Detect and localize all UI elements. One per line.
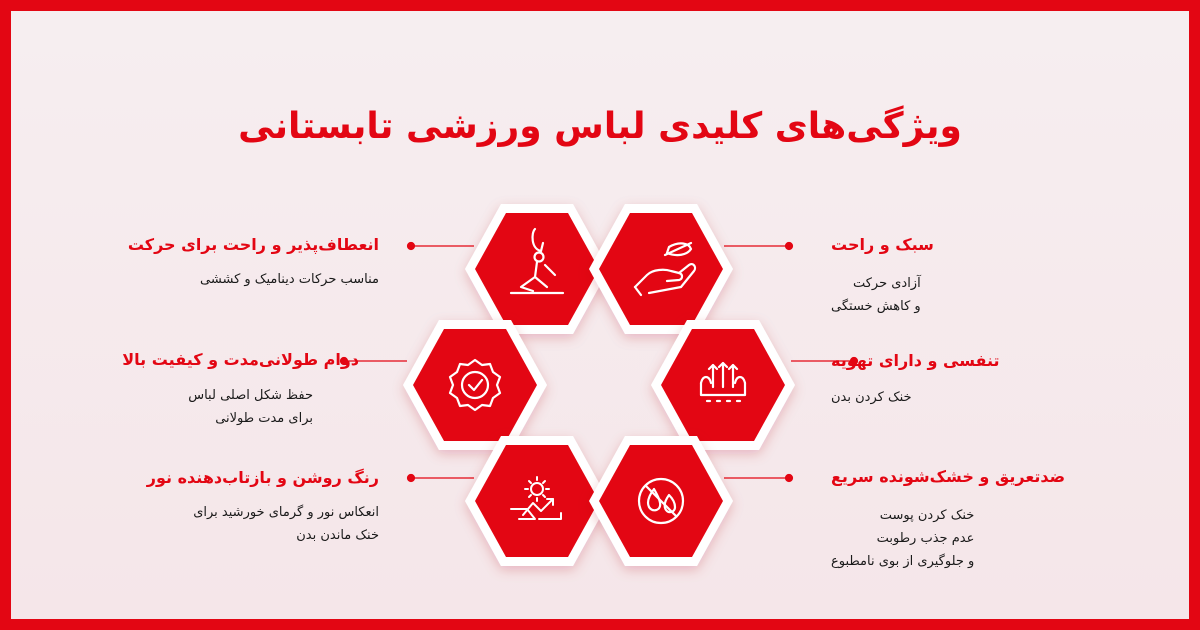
feature-breathable-line-1: خنک کردن بدن xyxy=(831,390,912,405)
feature-durable-line-1: حفظ شکل اصلی لباس xyxy=(188,388,313,403)
feature-sweat-desc xyxy=(831,504,974,573)
feature-light-line-2: و کاهش خستگی xyxy=(831,299,921,314)
feature-sweat-line-1: خنک کردن پوست xyxy=(879,508,975,523)
infographic-canvas xyxy=(11,11,1189,619)
feature-sweat-heading: ضدتعریق و خشک‌شونده سریع xyxy=(831,467,1066,486)
hexagon-breathable xyxy=(651,320,795,450)
feature-reflective-line-1: انعکاس نور و گرمای خورشید برای xyxy=(193,505,379,520)
feature-light-heading: سبک و راحت xyxy=(831,235,934,254)
feature-sweat-line-3: و جلوگیری از بوی نامطبوع xyxy=(831,554,975,569)
feature-sweat-line-2: عدم جذب رطوبت xyxy=(876,531,975,546)
feature-light-line-1: آزادی حرکت xyxy=(852,276,921,291)
feature-durable-desc xyxy=(188,384,313,430)
feature-durable-heading: دوام طولانی‌مدت و کیفیت بالا xyxy=(122,350,359,369)
hexagon-reflective xyxy=(465,436,609,566)
hexagon-flexible xyxy=(465,204,609,334)
feature-reflective-heading: رنگ روشن و بازتاب‌دهنده نور xyxy=(146,468,379,487)
hexagon-diagram xyxy=(11,11,1189,619)
feature-light-desc xyxy=(831,272,921,318)
feature-reflective-line-2: خنک ماندن بدن xyxy=(296,528,379,543)
feature-breathable-heading: تنفسی و دارای تهویه xyxy=(831,351,1000,370)
page-title: ویژگی‌های کلیدی لباس ورزشی تابستانی xyxy=(238,106,962,147)
hexagon-sweat xyxy=(589,436,733,566)
feature-breathable-desc xyxy=(831,386,912,409)
feature-flexible-heading: انعطاف‌پذیر و راحت برای حرکت xyxy=(127,235,379,254)
feature-flexible-desc xyxy=(200,268,379,291)
feature-reflective-desc xyxy=(193,501,379,547)
hexagon-light xyxy=(589,204,733,334)
feature-flexible-line-1: مناسب حرکات دینامیک و کششی xyxy=(200,272,379,287)
hexagon-durable xyxy=(403,320,547,450)
feature-durable-line-2: برای مدت طولانی xyxy=(215,411,313,426)
